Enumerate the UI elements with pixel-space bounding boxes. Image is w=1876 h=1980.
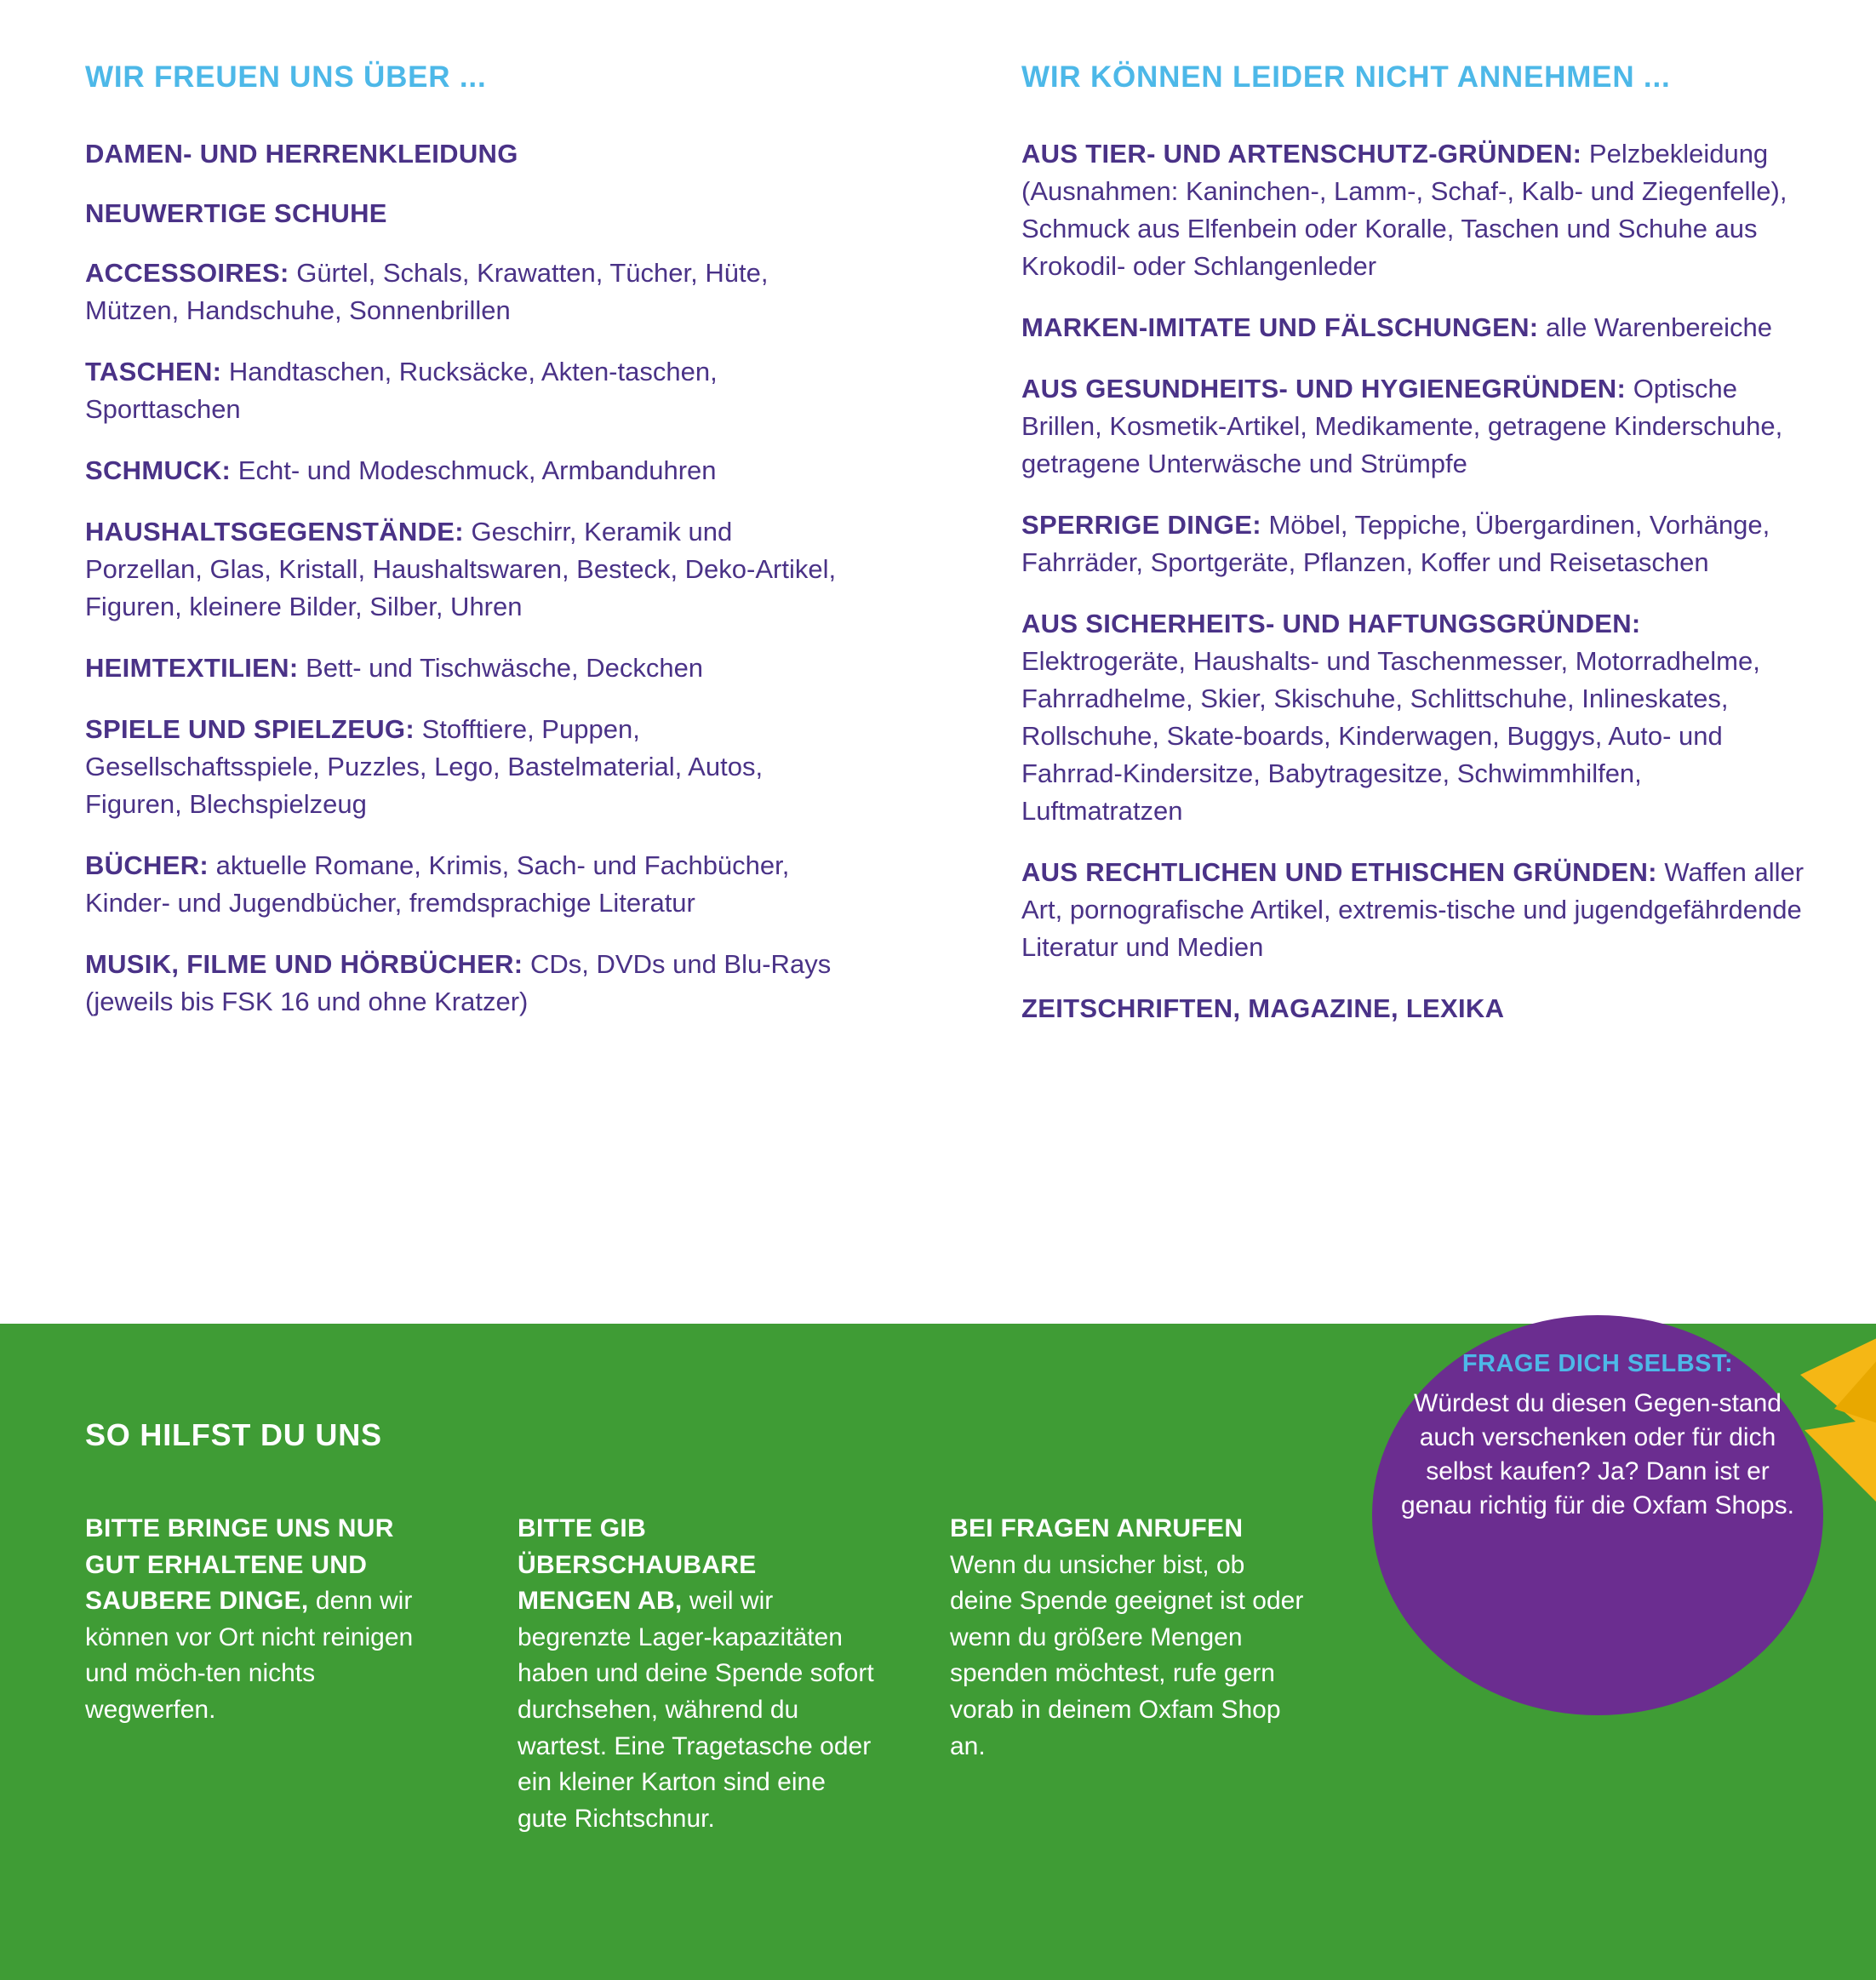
how-to-help-body: denn wir können vor Ort nicht reinigen und möch-ten nichts wegwerfen. — [85, 1587, 414, 1724]
how-to-help-heading: BITTE GIB ÜBERSCHAUBARE MENGEN AB, — [518, 1514, 757, 1616]
accepted-entry — [85, 452, 851, 489]
accepted-entry — [85, 650, 851, 687]
rejected-entry — [1021, 990, 1805, 1027]
how-to-help-heading: BEI FRAGEN ANRUFEN — [950, 1514, 1244, 1542]
accepted-entry — [85, 255, 851, 329]
accepted-entry-detail: Bett- und Tischwäsche, Deckchen — [298, 652, 704, 683]
accepted-entry-label: BÜCHER: — [85, 850, 209, 880]
rejected-entry-detail: Pelzbekleidung (Ausnahmen: Kaninchen-, Lamm-, Schaf-, Kalb- und Ziegenfelle), Schmuck aus Elfenbein oder Koralle, Taschen und Schuhe aus Krokodil- oder Schlangenleder — [1021, 138, 1787, 281]
accepted-entry-label: NEUWERTIGE SCHUHE — [85, 197, 387, 228]
accepted-items-title: WIR FREUEN UNS ÜBER ... — [85, 60, 487, 94]
how-to-help-body: Wenn du unsicher bist, ob deine Spende geeignet ist oder wenn du größere Mengen spenden möchtest, rufe gern vorab in deinem Oxfam Shop an. — [950, 1550, 1304, 1760]
how-to-help-column — [950, 1511, 1307, 1837]
accepted-entry — [85, 195, 851, 232]
accepted-entry-detail: Gürtel, Schals, Krawatten, Tücher, Hüte, Mützen, Handschuhe, Sonnenbrillen — [85, 257, 769, 325]
rejected-entry-detail: Waffen aller Art, pornografische Artikel, extremis-tische und jugendgefährdende Literatur und Medien — [1021, 856, 1805, 962]
accepted-entry-label: SCHMUCK: — [85, 455, 232, 485]
accepted-entry-detail: Handtaschen, Rucksäcke, Akten-taschen, Sporttaschen — [85, 356, 718, 424]
rejected-entry-detail: Optische Brillen, Kosmetik-Artikel, Medikamente, getragene Kinderschuhe, getragene Unterwäsche und Strümpfe — [1021, 373, 1783, 478]
rejected-entry-label: ZEITSCHRIFTEN, MAGAZINE, LEXIKA — [1021, 993, 1505, 1023]
rejected-items-title: WIR KÖNNEN LEIDER NICHT ANNEHMEN ... — [1021, 60, 1671, 94]
accepted-entry-detail: Geschirr, Keramik und Porzellan, Glas, Kristall, Haushaltswaren, Besteck, Deko-Artikel, Figuren, kleinere Bilder, Silber, Uhren — [85, 516, 837, 621]
rejected-entry — [1021, 135, 1805, 285]
accepted-items-list — [85, 135, 851, 1021]
how-to-help-body: weil wir begrenzte Lager-kapazitäten haben und deine Spende sofort durchsehen, während du wartest. Eine Tragetasche oder ein kleiner Karton sind eine gute Richtschnur. — [518, 1587, 874, 1833]
callout-body: Würdest du diesen Gegen-stand auch verschenken oder für dich selbst kaufen? Ja? Dann ist er genau richtig für die Oxfam Shops. — [1401, 1389, 1794, 1519]
how-to-help-column — [518, 1511, 875, 1837]
accepted-entry — [85, 513, 851, 626]
rejected-entry — [1021, 605, 1805, 830]
rejected-entry-label: AUS TIER- UND ARTENSCHUTZ-GRÜNDEN: — [1021, 138, 1582, 169]
how-to-help-column — [85, 1511, 443, 1837]
rejected-items-column — [1021, 61, 1805, 1050]
rejected-entry-detail: Möbel, Teppiche, Übergardinen, Vorhänge, Fahrräder, Sportgeräte, Pflanzen, Koffer und Reisetaschen — [1021, 509, 1770, 577]
accepted-entry — [85, 353, 851, 428]
accepted-entry-label: SPIELE UND SPIELZEUG: — [85, 713, 415, 744]
rejected-entry — [1021, 854, 1805, 966]
rejected-entry — [1021, 370, 1805, 483]
accepted-items-column — [85, 61, 851, 1044]
rejected-entry-detail: Elektrogeräte, Haushalts- und Taschenmesser, Motorradhelme, Fahrradhelme, Skier, Skischuhe, Schlittschuhe, Inlineskates, Rollschuhe, Skate-boards, Kinderwagen, Buggys, Auto- und Fahrrad-Kindersitze, Babytragesitze, Schwimmhilfen, Luftmatratzen — [1021, 645, 1760, 826]
accepted-entry-label: HEIMTEXTILIEN: — [85, 652, 299, 683]
rejected-entry-detail: alle Warenbereiche — [1538, 312, 1772, 342]
rejected-entry-label: SPERRIGE DINGE: — [1021, 509, 1261, 540]
rejected-entry-label: AUS SICHERHEITS- UND HAFTUNGSGRÜNDEN: — [1021, 608, 1641, 638]
callout-title: FRAGE DICH SELBST: — [1461, 1350, 1734, 1377]
accepted-entry-label: DAMEN- UND HERRENKLEIDUNG — [85, 138, 518, 169]
accepted-entry — [85, 135, 851, 173]
accepted-entry-detail: CDs, DVDs und Blu-Rays (jeweils bis FSK 16 und ohne Kratzer) — [85, 948, 832, 1016]
rejected-entry-label: AUS RECHTLICHEN UND ETHISCHEN GRÜNDEN: — [1021, 856, 1657, 887]
self-question-callout — [1372, 1315, 1823, 1715]
accepted-entry — [85, 711, 851, 823]
rejected-entry — [1021, 506, 1805, 581]
accepted-entry — [85, 847, 851, 922]
accepted-entry-label: MUSIK, FILME UND HÖRBÜCHER: — [85, 948, 523, 979]
accepted-entry-detail: Echt- und Modeschmuck, Armbanduhren — [231, 455, 717, 485]
accepted-entry-detail: aktuelle Romane, Krimis, Sach- und Fachbücher, Kinder- und Jugendbücher, fremdsprachige Literatur — [85, 850, 790, 918]
rejected-entry-label: MARKEN-IMITATE UND FÄLSCHUNGEN: — [1021, 312, 1539, 342]
accepted-entry — [85, 946, 851, 1021]
how-to-help-heading: BITTE BRINGE UNS NUR GUT ERHALTENE UND SAUBERE DINGE, — [85, 1514, 394, 1616]
rejected-items-list — [1021, 135, 1805, 1027]
rejected-entry — [1021, 309, 1805, 346]
accepted-entry-label: HAUSHALTSGEGENSTÄNDE: — [85, 516, 464, 547]
how-to-help-title: SO HILFST DU UNS — [85, 1417, 382, 1452]
accepted-entry-label: TASCHEN: — [85, 356, 222, 386]
how-to-help-columns — [85, 1511, 1413, 1837]
accepted-entry-detail: Stofftiere, Puppen, Gesellschaftsspiele, Puzzles, Lego, Bastelmaterial, Autos, Figuren, Blechspielzeug — [85, 713, 764, 819]
rejected-entry-label: AUS GESUNDHEITS- UND HYGIENEGRÜNDEN: — [1021, 373, 1627, 403]
accepted-entry-label: ACCESSOIRES: — [85, 257, 289, 288]
